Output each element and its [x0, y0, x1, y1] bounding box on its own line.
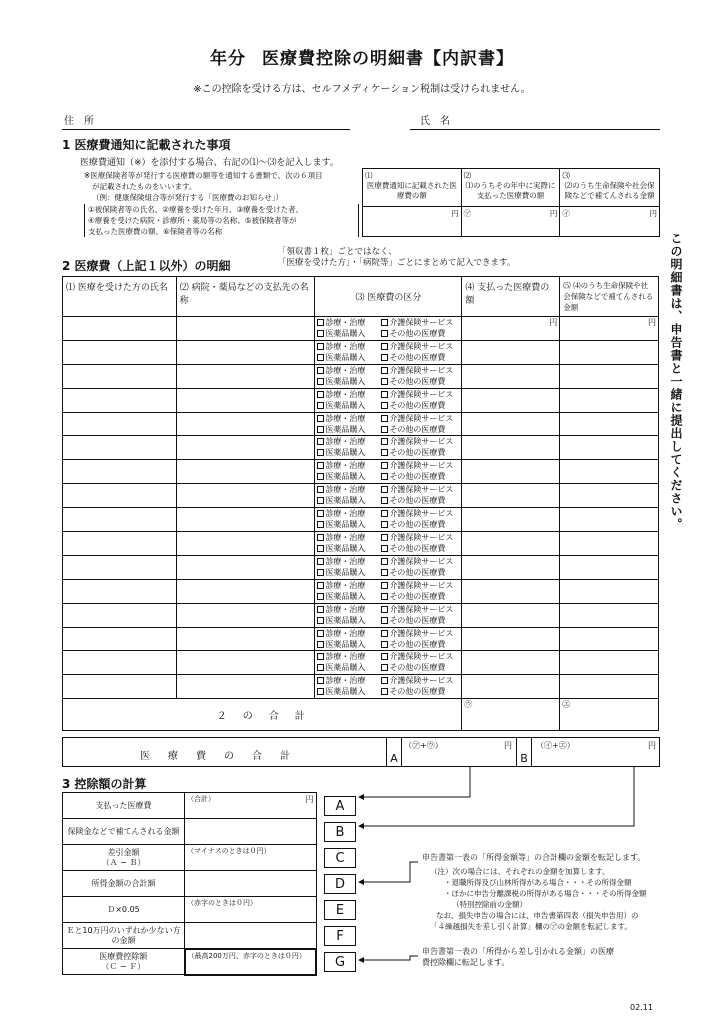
s1-note: （例：健康保険組合等が発行する「医療費のお知らせ」）	[92, 193, 284, 202]
s3-value[interactable]: （最高200万円、赤字のときは０円）	[185, 949, 317, 975]
s1-col1-header: 医療費通知に記載された医療費の額	[366, 181, 457, 200]
s2-note: 「領収書１枚」ごとではなく、	[278, 247, 397, 257]
s2-category: 診療・治療 介護保険サービス 医薬品購入 その他の医療費	[315, 627, 462, 651]
formula-a: （㋐+㋒）	[404, 741, 443, 750]
version-label: 02.11	[630, 1003, 653, 1012]
s1-note: ※医療保険者等が発行する医療費の額等を通知する書類で、次の６項目	[84, 171, 323, 180]
s2-category: 診療・治療 介護保険サービス 医薬品購入 その他の医療費	[315, 317, 462, 341]
s3-value[interactable]: （赤字のときは０円）	[185, 897, 317, 923]
s2-col1-header: ⑴ 医療を受けた方の氏名	[63, 277, 177, 317]
s2-category: 診療・治療 介護保険サービス 医薬品購入 その他の医療費	[315, 388, 462, 412]
vertical-note: この明細書は、申告書と一緒に提出してください。	[669, 232, 683, 531]
letter-box: E	[324, 900, 356, 920]
medical-total-label: 医 療 費 の 合 計	[140, 751, 294, 762]
subtitle: ※この控除を受ける方は、セルフメディケーション税制は受けられません。	[193, 84, 531, 95]
s2-category: 診療・治療 介護保険サービス 医薬品購入 その他の医療費	[315, 579, 462, 603]
form-title: 医療費控除の明細書【内訳書】	[262, 49, 514, 69]
letter-b-box: B	[516, 737, 532, 767]
s3-label: 所得金額の合計額	[63, 871, 185, 897]
s1-amount-3[interactable]: ㋑ 円	[560, 207, 660, 237]
letter-box: G	[324, 952, 356, 972]
section1-table: ⑴ 医療費通知に記載された医療費の額 ⑵ ⑴のうちその年中に実際に支払った医療費の額 ⑶ ⑵のうち生命保険や社会保険などで補てんされる金額 円 ㋐ 円 ㋑ 円	[362, 168, 660, 237]
s2-col2-header: ⑵ 病院・薬局などの支払先の名称	[176, 277, 315, 317]
s2-category: 診療・治療 介護保険サービス 医薬品購入 その他の医療費	[315, 436, 462, 460]
s2-category: 診療・治療 介護保険サービス 医薬品購入 その他の医療費	[315, 675, 462, 699]
s2-category: 診療・治療 介護保険サービス 医薬品購入 その他の医療費	[315, 460, 462, 484]
section1-intro: 医療費通知（※）を添付する場合、右記の⑴〜⑶を記入します。	[80, 158, 339, 168]
s2-note: 「医療を受けた方」・「病院等」ごとにまとめて記入できます。	[278, 258, 516, 268]
s3-label: 支払った医療費	[63, 793, 185, 819]
s2-category: 診療・治療 介護保険サービス 医薬品購入 その他の医療費	[315, 651, 462, 675]
letter-box: F	[324, 926, 356, 946]
s2-col3-header: ⑶ 医療費の区分	[315, 277, 462, 317]
s3-label: Ｅと10万円のいずれか少ない方の金額	[63, 923, 185, 949]
section2-title: 2 医療費（上記１以外）の明細	[62, 259, 231, 273]
s3-label: 医療費控除額 （Ｃ − Ｆ）	[63, 949, 185, 975]
s1-col3-header: ⑵のうち生命保険や社会保険などで補てんされる金額	[564, 181, 655, 200]
s3-value[interactable]: （マイナスのときは０円）	[185, 845, 317, 871]
letter-box: B	[324, 822, 356, 842]
s2-total-d[interactable]: ㋓	[560, 699, 659, 731]
letter-a-box: A	[386, 737, 402, 767]
s1-col2-header: ⑴のうちその年中に実際に支払った医療費の額	[465, 181, 556, 200]
note-g: 申告書第一表の「所得から差し引かれる金額」の医療	[422, 947, 614, 956]
letter-box: D	[324, 874, 356, 894]
note-d: 申告書第一表の「所得金額等」の合計欄の金額を転記します。	[422, 853, 646, 862]
s1-note: ④療養を受けた病院・診療所・薬局等の名称、⑤被保険者等が	[88, 216, 297, 225]
s2-category: 診療・治療 介護保険サービス 医薬品購入 その他の医療費	[315, 508, 462, 532]
s2-compensation[interactable]: 円	[560, 317, 659, 341]
s3-label: 保険金などで補てんされる金額	[63, 819, 185, 845]
s2-col5-header: ⑸ ⑷のうち生命保険や社会保険などで補てんされる金額	[560, 277, 659, 317]
s2-total-c[interactable]: ㋒	[462, 699, 560, 731]
year-label: 年分	[210, 49, 246, 69]
s2-col4-header: ⑷ 支払った医療費の額	[462, 277, 560, 317]
s2-total-label: ２ の 合 計	[63, 699, 462, 731]
s2-category: 診療・治療 介護保険サービス 医薬品購入 その他の医療費	[315, 412, 462, 436]
s2-category: 診療・治療 介護保険サービス 医薬品購入 その他の医療費	[315, 532, 462, 556]
s1-amount-1[interactable]: 円	[363, 207, 462, 237]
section1-title: 1 医療費通知に記載された事項	[62, 138, 231, 152]
s2-category: 診療・治療 介護保険サービス 医薬品購入 その他の医療費	[315, 340, 462, 364]
s2-category: 診療・治療 介護保険サービス 医薬品購入 その他の医療費	[315, 484, 462, 508]
s1-note: 支払った医療費の額、⑥保険者等の名称	[88, 227, 223, 236]
s1-amount-2[interactable]: ㋐ 円	[461, 207, 560, 237]
name-label: 氏 名	[420, 116, 450, 127]
address-label: 住 所	[64, 116, 94, 127]
s2-category: 診療・治療 介護保険サービス 医薬品購入 その他の医療費	[315, 364, 462, 388]
s3-value[interactable]: （合計） 円	[185, 793, 317, 819]
s1-note: ①被保険者等の氏名、②療養を受けた年月、③療養を受けた者、	[88, 205, 304, 214]
s2-category: 診療・治療 介護保険サービス 医薬品購入 その他の医療費	[315, 555, 462, 579]
section3-title: 3 控除額の計算	[62, 777, 147, 791]
letter-box: A	[324, 796, 356, 816]
formula-b: （㋑+㋓）	[536, 741, 575, 750]
s2-amount[interactable]: 円	[462, 317, 560, 341]
s2-category: 診療・治療 介護保険サービス 医薬品購入 その他の医療費	[315, 603, 462, 627]
letter-box: C	[324, 848, 356, 868]
s3-label: Ｄ×0.05	[63, 897, 185, 923]
s1-note: が記載されたものをいいます。	[92, 182, 197, 191]
s3-label: 差引金額 （Ａ − Ｂ）	[63, 845, 185, 871]
